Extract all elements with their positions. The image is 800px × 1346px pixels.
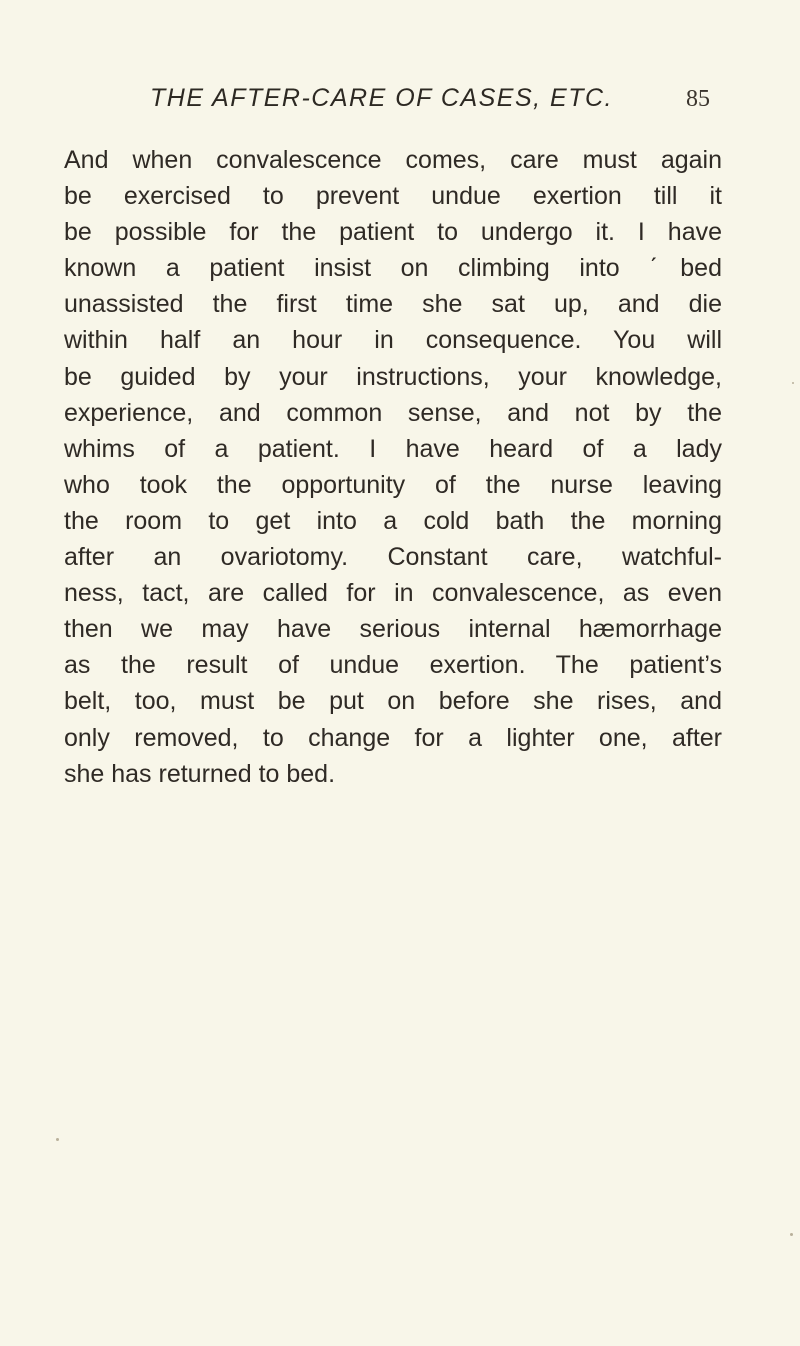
text-line: unassisted the first time she sat up, and die bbox=[64, 290, 722, 319]
body-paragraph bbox=[64, 142, 722, 792]
chapter-running-title: THE AFTER-CARE OF CASES, ETC. bbox=[150, 84, 613, 112]
text-line: be exercised to prevent undue exertion till it bbox=[64, 182, 722, 211]
text-line: ness, tact, are called for in convalescence, as even bbox=[64, 579, 722, 608]
text-line: within half an hour in consequence. You will bbox=[64, 326, 722, 355]
paper-speck bbox=[792, 382, 794, 384]
running-head bbox=[150, 84, 710, 124]
text-line: be possible for the patient to undergo it. I have bbox=[64, 218, 722, 247]
text-line: who took the opportunity of the nurse leaving bbox=[64, 470, 722, 499]
text-line: be guided by your instructions, your knowledge, bbox=[64, 362, 722, 391]
paper-speck bbox=[56, 1138, 59, 1141]
text-line: experience, and common sense, and not by the bbox=[64, 398, 722, 427]
text-line: only removed, to change for a lighter one, after bbox=[64, 723, 722, 752]
paper-speck bbox=[790, 1233, 793, 1236]
text-line: belt, too, must be put on before she rises, and bbox=[64, 687, 722, 716]
text-line: known a patient insist on climbing into ˊbed bbox=[64, 254, 722, 283]
text-line: as the result of undue exertion. The patient’s bbox=[64, 651, 722, 680]
text-line: the room to get into a cold bath the morning bbox=[64, 506, 722, 535]
text-line: And when convalescence comes, care must again bbox=[64, 146, 722, 174]
text-line: after an ovariotomy. Constant care, watchful- bbox=[64, 543, 722, 572]
text-line: she has returned to bed. bbox=[64, 759, 336, 788]
page-number: 85 bbox=[686, 86, 710, 112]
text-line: whims of a patient. I have heard of a lady bbox=[64, 434, 722, 463]
text-line: then we may have serious internal hæmorrhage bbox=[64, 615, 722, 644]
